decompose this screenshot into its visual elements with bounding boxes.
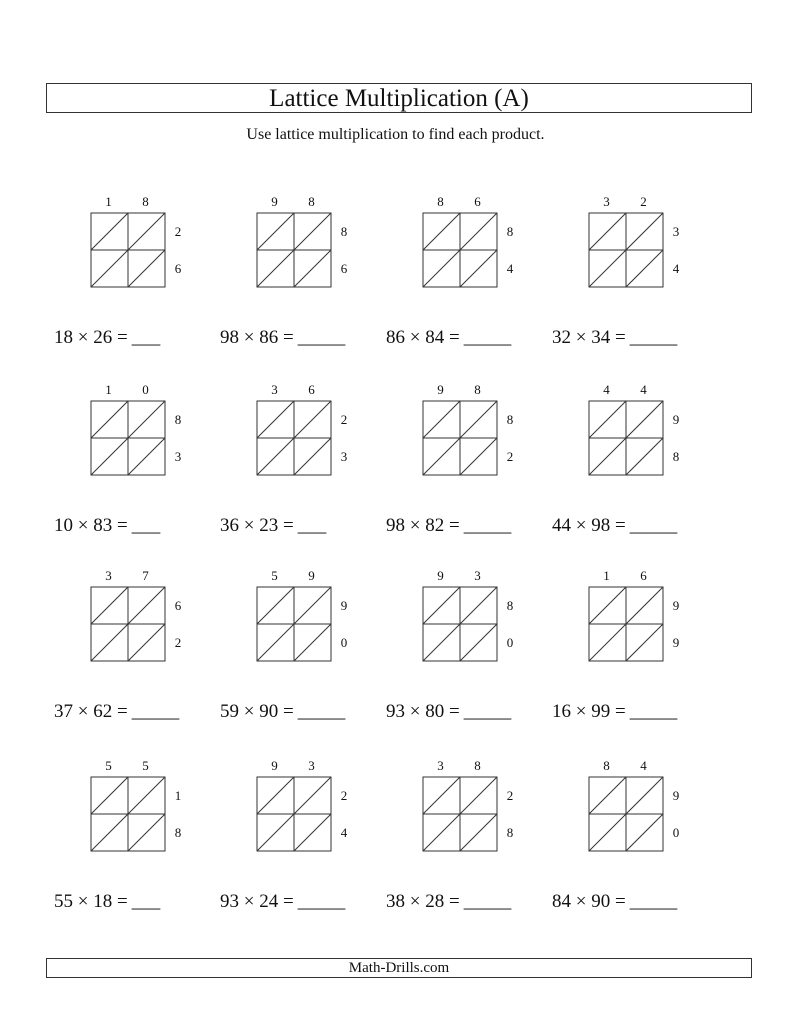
lattice-grid: [588, 400, 664, 476]
lattice-problem: [386, 382, 546, 542]
top-digit: 8: [474, 382, 481, 397]
lattice-diagonal: [91, 777, 128, 814]
side-digit: 6: [174, 260, 182, 276]
side-digit: 2: [340, 787, 348, 803]
answer-blank[interactable]: ___: [131, 515, 161, 536]
lattice-grid: [422, 212, 498, 288]
lattice-problem: [220, 758, 380, 918]
equation-text: 98 × 86 =: [220, 327, 294, 348]
lattice-grid: [256, 776, 332, 852]
answer-blank[interactable]: _____: [629, 891, 678, 912]
lattice-diagonal: [589, 777, 626, 814]
lattice-grid: [90, 212, 166, 288]
lattice-diagonal: [589, 814, 626, 851]
answer-blank[interactable]: _____: [629, 701, 678, 722]
answer-blank[interactable]: _____: [629, 515, 678, 536]
lattice-problem: [220, 382, 380, 542]
side-digit: 8: [506, 824, 514, 840]
equation: [54, 892, 160, 912]
equation-text: 59 × 90 =: [220, 701, 294, 722]
top-digit: 6: [640, 568, 647, 583]
lattice-problem: [220, 194, 380, 354]
answer-blank[interactable]: _____: [463, 701, 512, 722]
lattice-diagonal: [257, 814, 294, 851]
side-digit: 9: [672, 411, 680, 427]
side-digit: 0: [506, 634, 514, 650]
side-digit: 8: [672, 448, 680, 464]
lattice-problem: [54, 194, 214, 354]
equation: [220, 702, 345, 722]
lattice-problem: [552, 758, 712, 918]
top-digit: 5: [271, 568, 278, 583]
lattice-diagonal: [460, 401, 497, 438]
top-digit: 9: [437, 382, 444, 397]
lattice-diagonal: [626, 814, 663, 851]
equation: [552, 328, 677, 348]
side-digit: 8: [506, 223, 514, 239]
answer-blank[interactable]: _____: [463, 515, 512, 536]
top-digit: 3: [603, 194, 610, 209]
equation-text: 84 × 90 =: [552, 891, 626, 912]
equation-text: 10 × 83 =: [54, 515, 128, 536]
top-digit: 3: [271, 382, 278, 397]
lattice-diagonal: [589, 250, 626, 287]
lattice-diagonal: [91, 213, 128, 250]
lattice-problem: [54, 382, 214, 542]
top-digit: 8: [308, 194, 315, 209]
side-digit: 8: [506, 411, 514, 427]
equation-text: 36 × 23 =: [220, 515, 294, 536]
lattice-diagonal: [626, 401, 663, 438]
lattice-grid: [422, 400, 498, 476]
top-digit: 8: [603, 758, 610, 773]
equation-text: 16 × 99 =: [552, 701, 626, 722]
lattice-problem: [552, 382, 712, 542]
side-digit: 2: [506, 448, 514, 464]
side-digit: 2: [174, 223, 182, 239]
lattice-diagonal: [423, 401, 460, 438]
side-digit: 9: [672, 787, 680, 803]
lattice-grid: [422, 586, 498, 662]
lattice-diagonal: [460, 213, 497, 250]
answer-blank[interactable]: _____: [297, 327, 346, 348]
top-digit: 9: [437, 568, 444, 583]
equation-text: 55 × 18 =: [54, 891, 128, 912]
lattice-diagonal: [423, 777, 460, 814]
lattice-grid: [90, 776, 166, 852]
lattice-diagonal: [626, 438, 663, 475]
top-digit: 9: [308, 568, 315, 583]
lattice-diagonal: [460, 438, 497, 475]
lattice-diagonal: [128, 777, 165, 814]
lattice-diagonal: [423, 587, 460, 624]
lattice-diagonal: [423, 624, 460, 661]
side-digit: 4: [672, 260, 680, 276]
lattice-problem: [552, 194, 712, 354]
equation: [552, 516, 677, 536]
equation-text: 38 × 28 =: [386, 891, 460, 912]
top-digit: 8: [437, 194, 444, 209]
lattice-grid: [90, 400, 166, 476]
top-digit: 8: [474, 758, 481, 773]
top-digit: 1: [105, 194, 112, 209]
side-digit: 3: [672, 223, 680, 239]
lattice-diagonal: [626, 250, 663, 287]
lattice-diagonal: [128, 814, 165, 851]
lattice-diagonal: [460, 250, 497, 287]
side-digit: 2: [340, 411, 348, 427]
top-digit: 6: [308, 382, 315, 397]
lattice-diagonal: [91, 814, 128, 851]
side-digit: 6: [174, 597, 182, 613]
side-digit: 9: [340, 597, 348, 613]
equation-text: 37 × 62 =: [54, 701, 128, 722]
lattice-diagonal: [589, 587, 626, 624]
lattice-diagonal: [460, 777, 497, 814]
lattice-problem: [386, 758, 546, 918]
lattice-grid: [588, 776, 664, 852]
lattice-problem: [220, 568, 380, 728]
equation: [552, 892, 677, 912]
top-digit: 3: [437, 758, 444, 773]
top-digit: 5: [105, 758, 112, 773]
lattice-diagonal: [423, 250, 460, 287]
lattice-diagonal: [589, 401, 626, 438]
lattice-diagonal: [423, 213, 460, 250]
equation: [386, 328, 511, 348]
equation: [220, 892, 345, 912]
side-digit: 3: [340, 448, 348, 464]
lattice-problem: [54, 758, 214, 918]
side-digit: 8: [340, 223, 348, 239]
equation: [386, 702, 511, 722]
top-digit: 1: [105, 382, 112, 397]
lattice-diagonal: [423, 438, 460, 475]
lattice-diagonal: [257, 624, 294, 661]
answer-blank[interactable]: _____: [463, 327, 512, 348]
lattice-diagonal: [128, 438, 165, 475]
answer-blank[interactable]: _____: [297, 701, 346, 722]
equation: [54, 516, 160, 536]
instructions: Use lattice multiplication to find each product.: [246, 126, 545, 143]
page-title: Lattice Multiplication (A): [269, 84, 529, 112]
side-digit: 0: [340, 634, 348, 650]
lattice-diagonal: [423, 814, 460, 851]
lattice-diagonal: [91, 438, 128, 475]
lattice-diagonal: [128, 401, 165, 438]
lattice-diagonal: [257, 438, 294, 475]
side-digit: 8: [506, 597, 514, 613]
lattice-problem: [552, 568, 712, 728]
equation-text: 86 × 84 =: [386, 327, 460, 348]
top-digit: 5: [142, 758, 149, 773]
lattice-diagonal: [626, 587, 663, 624]
side-digit: 2: [506, 787, 514, 803]
lattice-diagonal: [294, 213, 331, 250]
top-digit: 7: [142, 568, 149, 583]
lattice-grid: [422, 776, 498, 852]
lattice-diagonal: [257, 213, 294, 250]
top-digit: 0: [142, 382, 149, 397]
equation: [54, 328, 160, 348]
lattice-problem: [386, 194, 546, 354]
top-digit: 4: [640, 758, 647, 773]
lattice-diagonal: [128, 587, 165, 624]
top-digit: 6: [474, 194, 481, 209]
lattice-diagonal: [91, 624, 128, 661]
lattice-diagonal: [294, 777, 331, 814]
answer-blank[interactable]: ___: [131, 891, 161, 912]
top-digit: 9: [271, 194, 278, 209]
lattice-grid: [256, 400, 332, 476]
equation: [386, 892, 511, 912]
side-digit: 6: [340, 260, 348, 276]
answer-blank[interactable]: _____: [131, 701, 180, 722]
equation: [386, 516, 511, 536]
top-digit: 9: [271, 758, 278, 773]
top-digit: 8: [142, 194, 149, 209]
answer-blank[interactable]: _____: [297, 891, 346, 912]
top-digit: 3: [474, 568, 481, 583]
equation: [220, 328, 345, 348]
side-digit: 2: [174, 634, 182, 650]
footer-text: Math-Drills.com: [348, 959, 450, 976]
side-digit: 4: [506, 260, 514, 276]
top-digit: 4: [640, 382, 647, 397]
lattice-grid: [588, 212, 664, 288]
lattice-problem: [386, 568, 546, 728]
equation: [54, 702, 179, 722]
lattice-diagonal: [294, 624, 331, 661]
lattice-diagonal: [128, 624, 165, 661]
top-digit: 3: [308, 758, 315, 773]
lattice-diagonal: [257, 250, 294, 287]
footer-box: [46, 958, 752, 978]
lattice-diagonal: [128, 250, 165, 287]
answer-blank[interactable]: _____: [629, 327, 678, 348]
lattice-diagonal: [589, 438, 626, 475]
lattice-diagonal: [626, 624, 663, 661]
side-digit: 9: [672, 634, 680, 650]
lattice-diagonal: [294, 814, 331, 851]
lattice-diagonal: [91, 250, 128, 287]
lattice-diagonal: [257, 401, 294, 438]
lattice-problem: [54, 568, 214, 728]
equation-text: 93 × 80 =: [386, 701, 460, 722]
lattice-grid: [90, 586, 166, 662]
side-digit: 4: [340, 824, 348, 840]
lattice-diagonal: [460, 814, 497, 851]
lattice-grid: [588, 586, 664, 662]
top-digit: 1: [603, 568, 610, 583]
equation-text: 44 × 98 =: [552, 515, 626, 536]
lattice-diagonal: [91, 401, 128, 438]
lattice-diagonal: [91, 587, 128, 624]
lattice-diagonal: [589, 213, 626, 250]
lattice-diagonal: [460, 624, 497, 661]
lattice-grid: [256, 212, 332, 288]
side-digit: 3: [174, 448, 182, 464]
equation-text: 18 × 26 =: [54, 327, 128, 348]
answer-blank[interactable]: ___: [131, 327, 161, 348]
side-digit: 9: [672, 597, 680, 613]
lattice-diagonal: [257, 587, 294, 624]
top-digit: 4: [603, 382, 610, 397]
equation-text: 93 × 24 =: [220, 891, 294, 912]
lattice-diagonal: [626, 213, 663, 250]
lattice-diagonal: [589, 624, 626, 661]
lattice-diagonal: [128, 213, 165, 250]
equation-text: 98 × 82 =: [386, 515, 460, 536]
equation: [220, 516, 326, 536]
lattice-diagonal: [294, 587, 331, 624]
answer-blank[interactable]: ___: [297, 515, 327, 536]
side-digit: 8: [174, 824, 182, 840]
answer-blank[interactable]: _____: [463, 891, 512, 912]
side-digit: 0: [672, 824, 680, 840]
lattice-diagonal: [294, 401, 331, 438]
equation-text: 32 × 34 =: [552, 327, 626, 348]
lattice-diagonal: [294, 250, 331, 287]
side-digit: 1: [174, 787, 182, 803]
lattice-grid: [256, 586, 332, 662]
top-digit: 2: [640, 194, 647, 209]
equation: [552, 702, 677, 722]
lattice-diagonal: [460, 587, 497, 624]
lattice-diagonal: [257, 777, 294, 814]
side-digit: 8: [174, 411, 182, 427]
top-digit: 3: [105, 568, 112, 583]
lattice-diagonal: [626, 777, 663, 814]
lattice-diagonal: [294, 438, 331, 475]
